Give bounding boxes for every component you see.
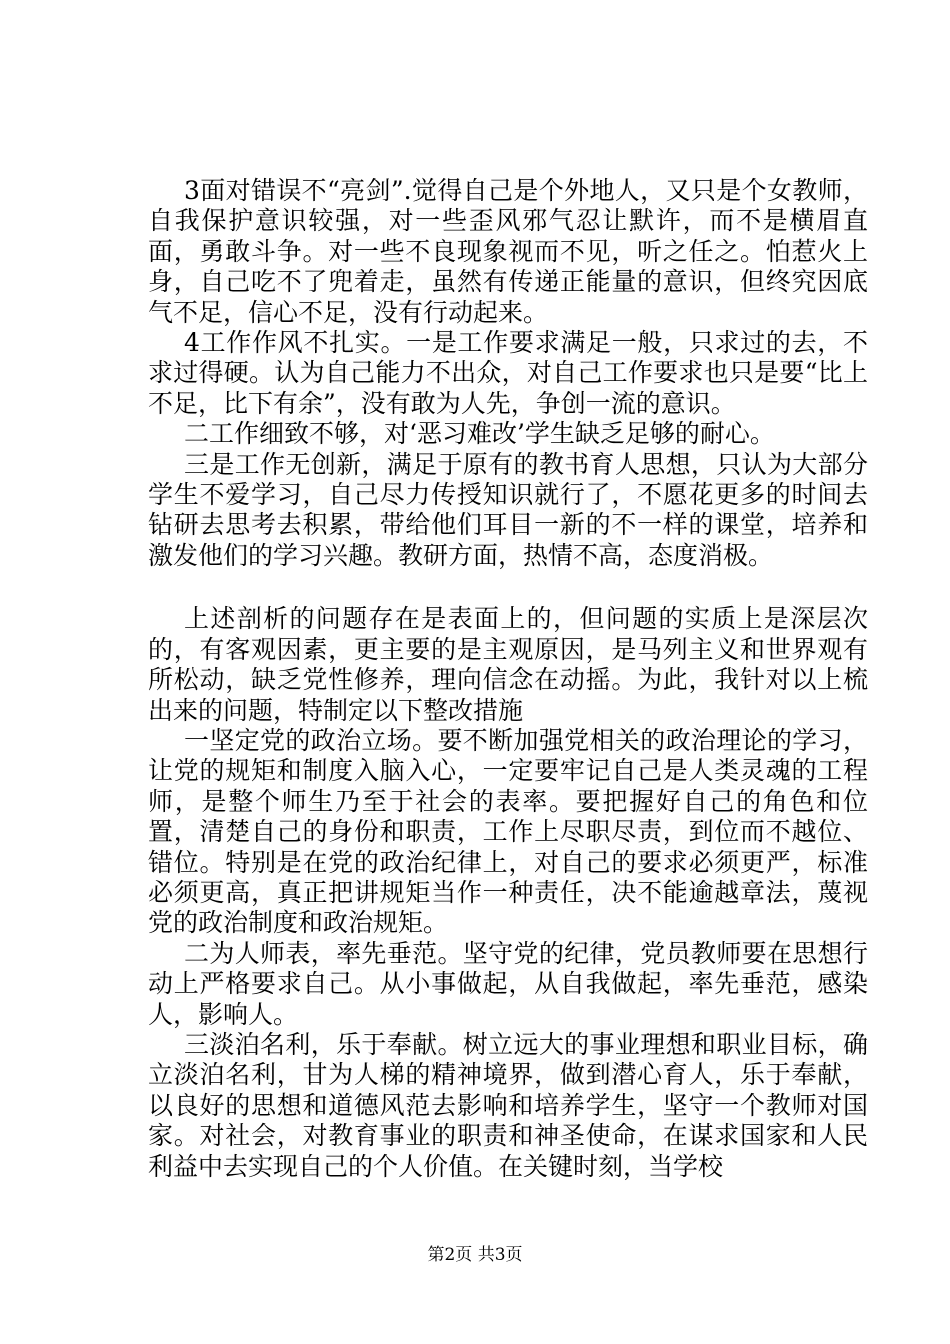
paragraph-lack-patience: 二工作细致不够，对‘恶习难改’学生缺乏足够的耐心。 — [184, 419, 775, 449]
page-footer — [0, 1245, 950, 1265]
paragraph-gap — [148, 571, 868, 604]
paragraph-analysis-summary: 上述剖析的问题存在是表面上的，但问题的实质上是深层次的，有客观因素，更主要的是主观原因，是马列主义和世界观有所松动，缺乏党性修养，理向信念在动摇。为此，我针对以上梳出来的问题，特制定以下整改措施 — [148, 604, 868, 725]
document-body — [148, 176, 868, 1182]
paragraph-measure-role-model: 二为人师表，率先垂范。坚守党的纪律，党员教师要在思想行动上严格要求自己。从小事做起，从自我做起，率先垂范，感染人，影响人。 — [148, 938, 868, 1029]
paragraph-measure-political-stance: 一坚定党的政治立场。要不断加强党相关的政治理论的学习，让党的规矩和制度入脑入心，一定要牢记自己是人类灵魂的工程师，是整个师生乃至于社会的表率。要把握好自己的角色和位置，清楚自己的身份和职责，工作上尽职尽责，到位而不越位、错位。特别是在党的政治纪律上，对自己的要求必须更严，标准必须更高，真正把讲规矩当作一种责任，决不能逾越章法，蔑视党的政治制度和政治规矩。 — [148, 725, 868, 938]
paragraph-work-style: 4工作作风不扎实。一是工作要求满足一般，只求过的去，不求过得硬。认为自己能力不出众，对自己工作要求也只是要“比上不足，比下有余”，没有敢为人先，争创一流的意识。 — [148, 328, 868, 418]
paragraph-measure-dedication: 三淡泊名利，乐于奉献。树立远大的事业理想和职业目标，确立淡泊名利，甘为人梯的精神境界，做到潜心育人，乐于奉献，以良好的思想和道德风范去影响和培养学生，坚守一个教师对国家。对社会，对教育事业的职责和神圣使命，在谋求国家和人民利益中去实现自己的个人价值。在关键时刻，当学校 — [148, 1029, 868, 1181]
page-number-label: 第2页 共3页 — [427, 1245, 523, 1265]
paragraph-face-errors: 3面对错误不“亮剑”.觉得自己是个外地人，又只是个女教师，自我保护意识较强，对一些歪风邪气忍让默许，而不是横眉直面，勇敢斗争。对一些不良现象视而不见，听之任之。怕惹火上身，自己吃不了兜着走，虽然有传递正能量的意识，但终究因底气不足，信心不足，没有行动起来。 — [148, 176, 868, 327]
paragraph-no-innovation: 三是工作无创新，满足于原有的教书育人思想，只认为大部分学生不爱学习，自己尽力传授知识就行了，不愿花更多的时间去钻研去思考去积累，带给他们耳目一新的不一样的课堂，培养和激发他们的学习兴趣。教研方面，热情不高，态度消极。 — [148, 449, 868, 570]
